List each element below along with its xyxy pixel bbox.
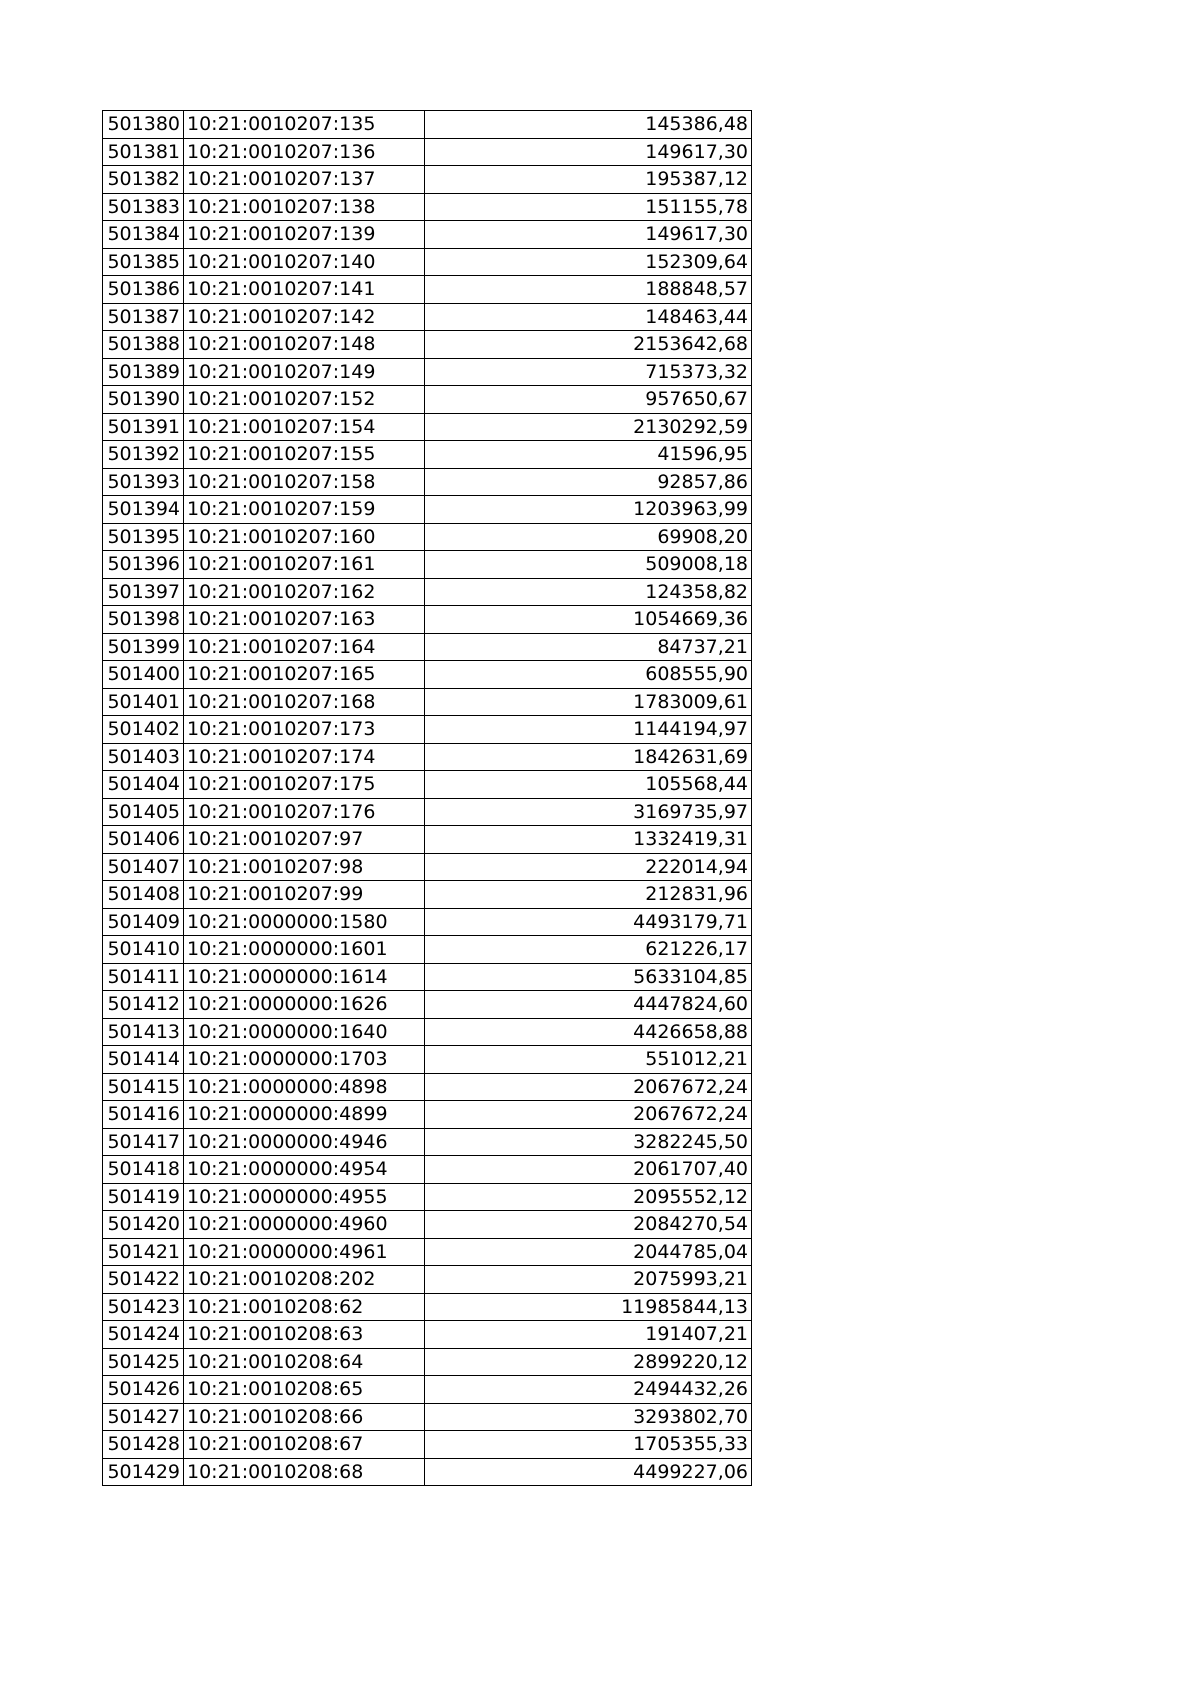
- table-row: [103, 468, 752, 496]
- row-number-cell: 501422: [103, 1266, 184, 1294]
- row-number-cell: 501391: [103, 413, 184, 441]
- value-cell: 41596,95: [425, 441, 752, 469]
- cadastral-number-cell: 10:21:0010207:154: [184, 413, 425, 441]
- cadastral-number-cell: 10:21:0000000:4961: [184, 1238, 425, 1266]
- row-number-cell: 501413: [103, 1018, 184, 1046]
- value-cell: 1705355,33: [425, 1431, 752, 1459]
- table-row: [103, 606, 752, 634]
- table-row: [103, 1238, 752, 1266]
- cadastral-number-cell: 10:21:0010208:64: [184, 1348, 425, 1376]
- value-cell: 124358,82: [425, 578, 752, 606]
- cadastral-number-cell: 10:21:0010207:138: [184, 193, 425, 221]
- cadastral-number-cell: 10:21:0010207:155: [184, 441, 425, 469]
- row-number-cell: 501387: [103, 303, 184, 331]
- row-number-cell: 501403: [103, 743, 184, 771]
- table-row: [103, 936, 752, 964]
- table-row: [103, 551, 752, 579]
- cadastral-number-cell: 10:21:0000000:4960: [184, 1211, 425, 1239]
- table-row: [103, 661, 752, 689]
- table-row: [103, 166, 752, 194]
- cadastral-number-cell: 10:21:0010207:141: [184, 276, 425, 304]
- row-number-cell: 501394: [103, 496, 184, 524]
- cadastral-number-cell: 10:21:0010207:158: [184, 468, 425, 496]
- row-number-cell: 501402: [103, 716, 184, 744]
- table-row: [103, 1156, 752, 1184]
- row-number-cell: 501415: [103, 1073, 184, 1101]
- value-cell: 2075993,21: [425, 1266, 752, 1294]
- cadastral-number-cell: 10:21:0000000:1614: [184, 963, 425, 991]
- value-cell: 149617,30: [425, 138, 752, 166]
- cadastral-number-cell: 10:21:0010208:67: [184, 1431, 425, 1459]
- value-cell: 69908,20: [425, 523, 752, 551]
- row-number-cell: 501380: [103, 111, 184, 139]
- cadastral-number-cell: 10:21:0010207:97: [184, 826, 425, 854]
- row-number-cell: 501426: [103, 1376, 184, 1404]
- row-number-cell: 501381: [103, 138, 184, 166]
- row-number-cell: 501416: [103, 1101, 184, 1129]
- value-cell: 509008,18: [425, 551, 752, 579]
- table-row: [103, 1183, 752, 1211]
- value-cell: 1842631,69: [425, 743, 752, 771]
- row-number-cell: 501408: [103, 881, 184, 909]
- value-cell: 2494432,26: [425, 1376, 752, 1404]
- row-number-cell: 501398: [103, 606, 184, 634]
- row-number-cell: 501423: [103, 1293, 184, 1321]
- table-row: [103, 1403, 752, 1431]
- cadastral-number-cell: 10:21:0010207:173: [184, 716, 425, 744]
- cadastral-number-cell: 10:21:0010207:160: [184, 523, 425, 551]
- table-row: [103, 908, 752, 936]
- value-cell: 84737,21: [425, 633, 752, 661]
- value-cell: 92857,86: [425, 468, 752, 496]
- cadastral-number-cell: 10:21:0000000:1626: [184, 991, 425, 1019]
- cadastral-number-cell: 10:21:0010208:63: [184, 1321, 425, 1349]
- cadastral-number-cell: 10:21:0010207:168: [184, 688, 425, 716]
- table-row: [103, 413, 752, 441]
- table-row: [103, 386, 752, 414]
- row-number-cell: 501427: [103, 1403, 184, 1431]
- cadastral-number-cell: 10:21:0000000:4954: [184, 1156, 425, 1184]
- row-number-cell: 501411: [103, 963, 184, 991]
- cadastral-number-cell: 10:21:0010207:137: [184, 166, 425, 194]
- cadastral-number-cell: 10:21:0010208:66: [184, 1403, 425, 1431]
- value-cell: 1783009,61: [425, 688, 752, 716]
- row-number-cell: 501382: [103, 166, 184, 194]
- row-number-cell: 501425: [103, 1348, 184, 1376]
- table-row: [103, 771, 752, 799]
- value-cell: 621226,17: [425, 936, 752, 964]
- value-cell: 152309,64: [425, 248, 752, 276]
- table-row: [103, 1046, 752, 1074]
- value-cell: 4499227,06: [425, 1458, 752, 1486]
- row-number-cell: 501397: [103, 578, 184, 606]
- table-row: [103, 578, 752, 606]
- row-number-cell: 501428: [103, 1431, 184, 1459]
- value-cell: 1144194,97: [425, 716, 752, 744]
- row-number-cell: 501396: [103, 551, 184, 579]
- cadastral-number-cell: 10:21:0010207:165: [184, 661, 425, 689]
- cadastral-number-cell: 10:21:0010207:139: [184, 221, 425, 249]
- table-row: [103, 496, 752, 524]
- value-cell: 188848,57: [425, 276, 752, 304]
- value-cell: 2067672,24: [425, 1073, 752, 1101]
- row-number-cell: 501400: [103, 661, 184, 689]
- value-cell: 105568,44: [425, 771, 752, 799]
- row-number-cell: 501406: [103, 826, 184, 854]
- value-cell: 2130292,59: [425, 413, 752, 441]
- row-number-cell: 501383: [103, 193, 184, 221]
- cadastral-number-cell: 10:21:0010207:152: [184, 386, 425, 414]
- cadastral-number-cell: 10:21:0010207:161: [184, 551, 425, 579]
- value-cell: 222014,94: [425, 853, 752, 881]
- row-number-cell: 501384: [103, 221, 184, 249]
- row-number-cell: 501401: [103, 688, 184, 716]
- table-row: [103, 963, 752, 991]
- value-cell: 1332419,31: [425, 826, 752, 854]
- value-cell: 3293802,70: [425, 1403, 752, 1431]
- cadastral-number-cell: 10:21:0010207:99: [184, 881, 425, 909]
- value-cell: 149617,30: [425, 221, 752, 249]
- table-row: [103, 1321, 752, 1349]
- row-number-cell: 501420: [103, 1211, 184, 1239]
- cadastral-number-cell: 10:21:0010207:136: [184, 138, 425, 166]
- value-cell: 2044785,04: [425, 1238, 752, 1266]
- table-row: [103, 221, 752, 249]
- cadastral-number-cell: 10:21:0010207:149: [184, 358, 425, 386]
- table-row: [103, 248, 752, 276]
- table-row: [103, 633, 752, 661]
- cadastral-number-cell: 10:21:0000000:4898: [184, 1073, 425, 1101]
- table-row: [103, 1348, 752, 1376]
- row-number-cell: 501407: [103, 853, 184, 881]
- cadastral-number-cell: 10:21:0000000:4955: [184, 1183, 425, 1211]
- row-number-cell: 501392: [103, 441, 184, 469]
- cadastral-number-cell: 10:21:0010207:142: [184, 303, 425, 331]
- row-number-cell: 501390: [103, 386, 184, 414]
- row-number-cell: 501410: [103, 936, 184, 964]
- value-cell: 2084270,54: [425, 1211, 752, 1239]
- cadastral-number-cell: 10:21:0010207:159: [184, 496, 425, 524]
- table-row: [103, 1458, 752, 1486]
- cadastral-number-cell: 10:21:0010207:98: [184, 853, 425, 881]
- row-number-cell: 501388: [103, 331, 184, 359]
- table-row: [103, 111, 752, 139]
- cadastral-number-cell: 10:21:0000000:4946: [184, 1128, 425, 1156]
- value-cell: 608555,90: [425, 661, 752, 689]
- row-number-cell: 501424: [103, 1321, 184, 1349]
- table-row: [103, 1266, 752, 1294]
- row-number-cell: 501418: [103, 1156, 184, 1184]
- table-row: [103, 1376, 752, 1404]
- table-row: [103, 798, 752, 826]
- cadastral-number-cell: 10:21:0010208:202: [184, 1266, 425, 1294]
- value-cell: 151155,78: [425, 193, 752, 221]
- table-row: [103, 331, 752, 359]
- row-number-cell: 501412: [103, 991, 184, 1019]
- row-number-cell: 501389: [103, 358, 184, 386]
- value-cell: 4493179,71: [425, 908, 752, 936]
- table-row: [103, 1101, 752, 1129]
- table-row: [103, 1128, 752, 1156]
- value-cell: 2899220,12: [425, 1348, 752, 1376]
- cadastral-number-cell: 10:21:0010207:175: [184, 771, 425, 799]
- table-row: [103, 1431, 752, 1459]
- data-table: [102, 110, 752, 1486]
- table-row: [103, 743, 752, 771]
- cadastral-number-cell: 10:21:0010208:65: [184, 1376, 425, 1404]
- row-number-cell: 501421: [103, 1238, 184, 1266]
- cadastral-number-cell: 10:21:0000000:4899: [184, 1101, 425, 1129]
- table-row: [103, 303, 752, 331]
- table-row: [103, 1073, 752, 1101]
- table-row: [103, 853, 752, 881]
- cadastral-number-cell: 10:21:0000000:1601: [184, 936, 425, 964]
- value-cell: 11985844,13: [425, 1293, 752, 1321]
- row-number-cell: 501419: [103, 1183, 184, 1211]
- cadastral-number-cell: 10:21:0010208:68: [184, 1458, 425, 1486]
- value-cell: 2061707,40: [425, 1156, 752, 1184]
- value-cell: 957650,67: [425, 386, 752, 414]
- table-row: [103, 276, 752, 304]
- cadastral-number-cell: 10:21:0010207:140: [184, 248, 425, 276]
- row-number-cell: 501399: [103, 633, 184, 661]
- cadastral-number-cell: 10:21:0010207:135: [184, 111, 425, 139]
- row-number-cell: 501393: [103, 468, 184, 496]
- cadastral-number-cell: 10:21:0010207:176: [184, 798, 425, 826]
- row-number-cell: 501405: [103, 798, 184, 826]
- cadastral-number-cell: 10:21:0010207:174: [184, 743, 425, 771]
- value-cell: 191407,21: [425, 1321, 752, 1349]
- table-row: [103, 826, 752, 854]
- value-cell: 1054669,36: [425, 606, 752, 634]
- row-number-cell: 501417: [103, 1128, 184, 1156]
- row-number-cell: 501395: [103, 523, 184, 551]
- table-row: [103, 1211, 752, 1239]
- row-number-cell: 501386: [103, 276, 184, 304]
- row-number-cell: 501385: [103, 248, 184, 276]
- value-cell: 3169735,97: [425, 798, 752, 826]
- cadastral-number-cell: 10:21:0000000:1580: [184, 908, 425, 936]
- table-row: [103, 688, 752, 716]
- cadastral-number-cell: 10:21:0010208:62: [184, 1293, 425, 1321]
- table-row: [103, 523, 752, 551]
- value-cell: 2153642,68: [425, 331, 752, 359]
- table-row: [103, 991, 752, 1019]
- cadastral-number-cell: 10:21:0010207:164: [184, 633, 425, 661]
- value-cell: 1203963,99: [425, 496, 752, 524]
- cadastral-number-cell: 10:21:0010207:163: [184, 606, 425, 634]
- table-row: [103, 138, 752, 166]
- table-row: [103, 1018, 752, 1046]
- cadastral-number-cell: 10:21:0010207:162: [184, 578, 425, 606]
- table-row: [103, 716, 752, 744]
- value-cell: 195387,12: [425, 166, 752, 194]
- table-row: [103, 358, 752, 386]
- table-row: [103, 193, 752, 221]
- row-number-cell: 501409: [103, 908, 184, 936]
- table-row: [103, 441, 752, 469]
- value-cell: 2095552,12: [425, 1183, 752, 1211]
- value-cell: 2067672,24: [425, 1101, 752, 1129]
- value-cell: 148463,44: [425, 303, 752, 331]
- row-number-cell: 501429: [103, 1458, 184, 1486]
- value-cell: 715373,32: [425, 358, 752, 386]
- row-number-cell: 501404: [103, 771, 184, 799]
- value-cell: 145386,48: [425, 111, 752, 139]
- table-row: [103, 881, 752, 909]
- value-cell: 4447824,60: [425, 991, 752, 1019]
- table-body: [103, 111, 752, 1486]
- cadastral-number-cell: 10:21:0000000:1640: [184, 1018, 425, 1046]
- row-number-cell: 501414: [103, 1046, 184, 1074]
- value-cell: 551012,21: [425, 1046, 752, 1074]
- cadastral-number-cell: 10:21:0010207:148: [184, 331, 425, 359]
- value-cell: 4426658,88: [425, 1018, 752, 1046]
- cadastral-number-cell: 10:21:0000000:1703: [184, 1046, 425, 1074]
- value-cell: 5633104,85: [425, 963, 752, 991]
- value-cell: 212831,96: [425, 881, 752, 909]
- value-cell: 3282245,50: [425, 1128, 752, 1156]
- table-row: [103, 1293, 752, 1321]
